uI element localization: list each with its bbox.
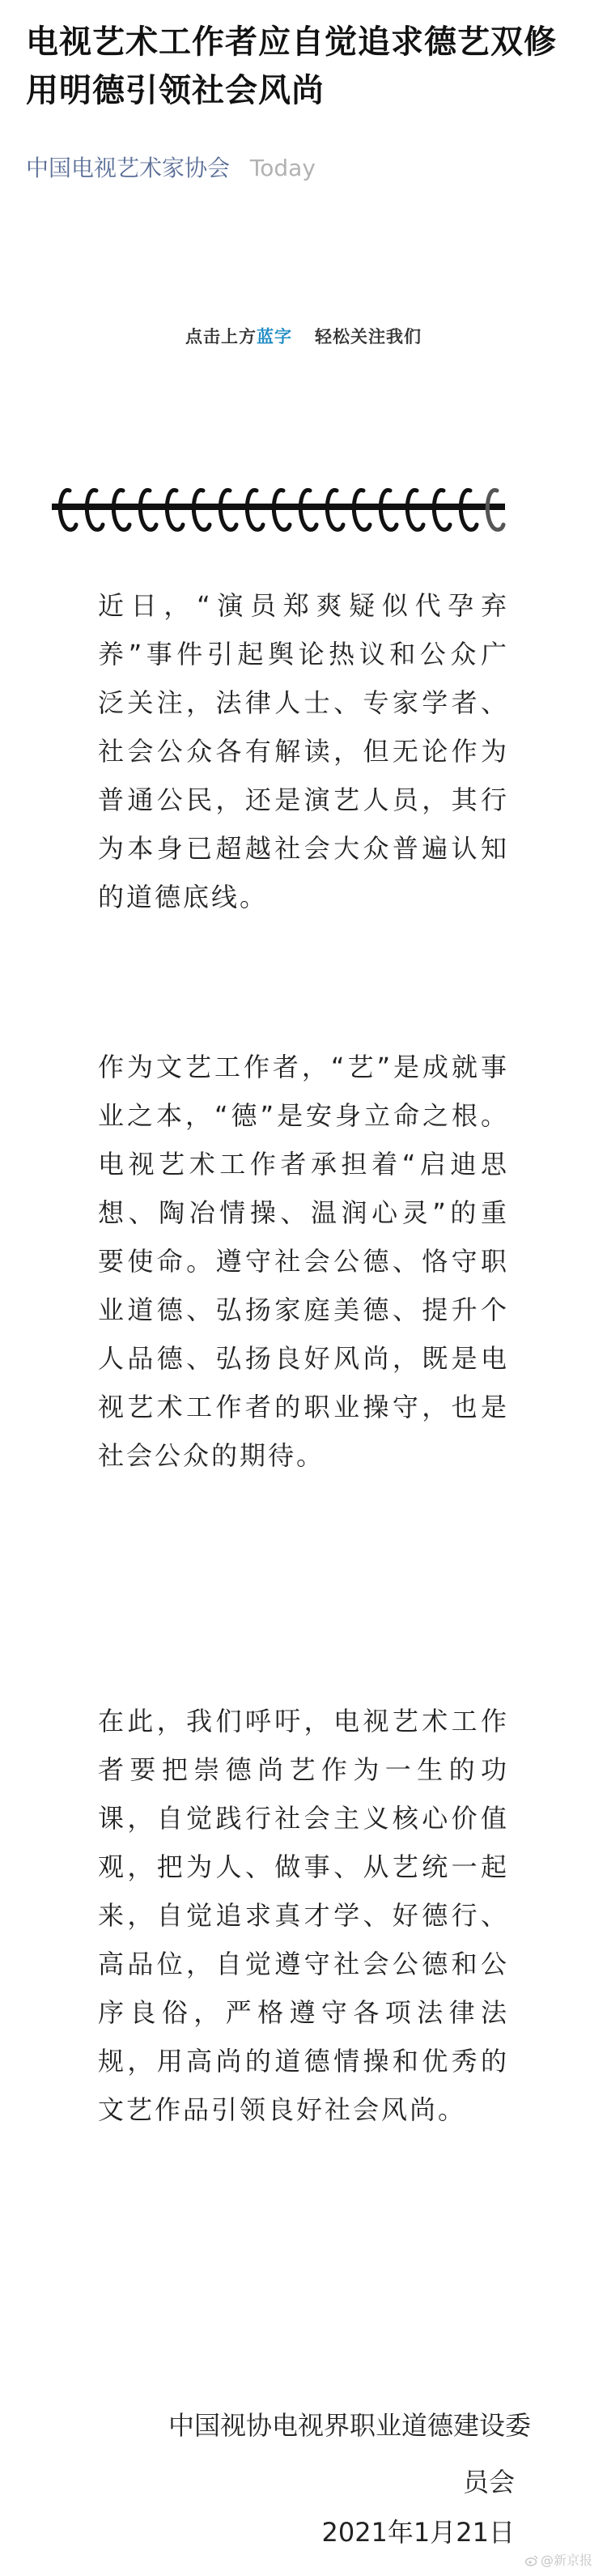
spiral-bar <box>52 504 505 510</box>
publish-date: Today <box>249 155 316 181</box>
follow-prompt-highlight: 蓝字 <box>257 327 292 346</box>
follow-prompt-prefix: 点击上方 <box>185 327 257 346</box>
account-name-link[interactable]: 中国电视艺术家协会 <box>26 155 231 181</box>
follow-prompt-suffix: 轻松关注我们 <box>315 327 422 346</box>
article-meta <box>26 152 316 185</box>
article-title: 电视艺术工作者应自觉追求德艺双修 用明德引领社会风尚 <box>26 23 557 109</box>
body-paragraph-2: 作为文艺工作者，“艺”是成就事业之本，“德”是安身立命之根。电视艺术工作者承担着“启迪思想、陶冶情操、温润心灵”的重要使命。遵守社会公德、恪守职业道德、弘扬家庭美德、提升个人品德、弘扬良好风尚，既是电视艺术工作者的职业操守，也是社会公众的期待。 <box>98 1052 509 1471</box>
follow-prompt <box>0 324 607 348</box>
watermark-text: @新京报 <box>540 2553 592 2568</box>
signature-organization-continued: 员会 <box>462 2467 515 2497</box>
weibo-icon <box>525 2555 538 2566</box>
signature-organization: 中国视协电视界职业道德建设委 <box>168 2410 531 2441</box>
body-paragraph-1: 近日，“演员郑爽疑似代孕弃养”事件引起舆论热议和公众广泛关注，法律人士、专家学者、社会公众各有解读，但无论作为普通公民，还是演艺人员，其行为本身已超越社会大众普遍认知的道德底线。 <box>98 590 509 912</box>
spiral-notebook-divider-icon <box>52 479 554 538</box>
signature-date: 2021年1月21日 <box>321 2517 515 2548</box>
body-paragraph-3: 在此，我们呼吁，电视艺术工作者要把崇德尚艺作为一生的功课，自觉践行社会主义核心价值观，把为人、做事、从艺统一起来，自觉追求真才学、好德行、高品位，自觉遵守社会公德和公序良俗，严格遵守各项法律法规，用高尚的道德情操和优秀的文艺作品引领良好社会风尚。 <box>98 1706 509 2125</box>
source-watermark <box>525 2550 592 2569</box>
